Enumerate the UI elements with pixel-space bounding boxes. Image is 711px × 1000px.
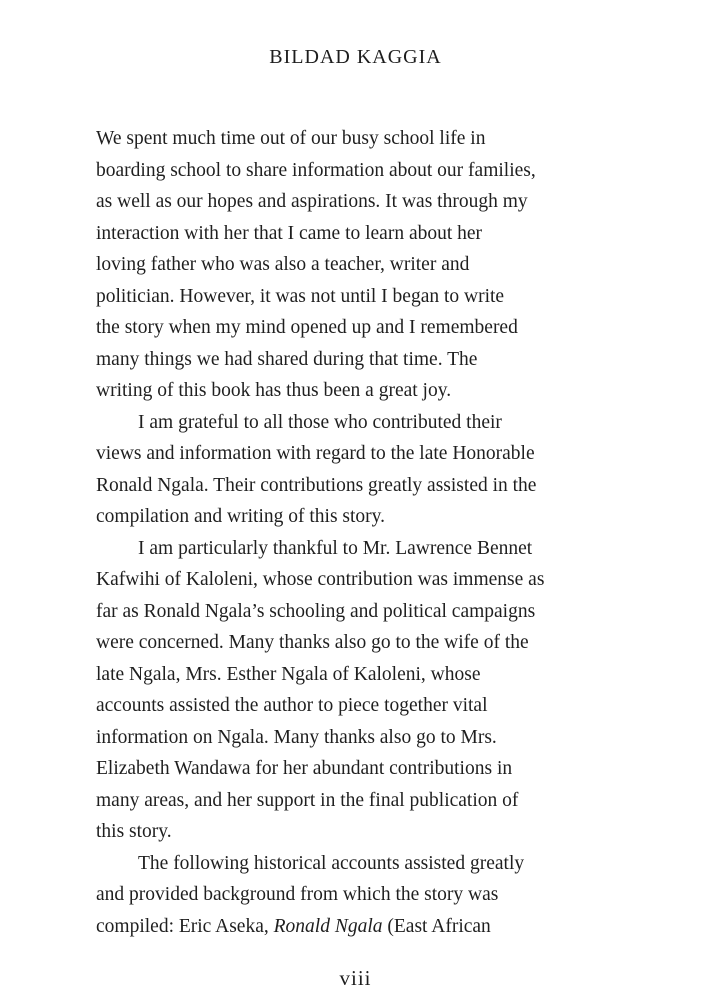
text-line: information on Ngala. Many thanks also go to Mrs. [96, 726, 497, 748]
running-head: BILDAD KAGGIA [269, 46, 442, 68]
page-number: viii [339, 966, 372, 990]
text-line: accounts assisted the author to piece together vital [96, 695, 488, 716]
text-line: We spent much time out of our busy school life in [96, 128, 486, 149]
text-line: this story. [96, 821, 172, 842]
paragraph-2 [96, 407, 616, 533]
text-line: views and information with regard to the late Honorable [96, 443, 535, 464]
text-line: many areas, and her support in the final publication of [96, 789, 519, 811]
text-line: and provided background from which the story was [96, 884, 499, 905]
text-line: Elizabeth Wandawa for her abundant contributions in [96, 758, 513, 779]
text-line: I am particularly thankful to Mr. Lawrence Bennet [138, 537, 533, 559]
text-line: far as Ronald Ngala’s schooling and political campaigns [96, 600, 536, 622]
text-line: Kafwihi of Kaloleni, whose contribution was immense as [96, 569, 545, 590]
text-line: I am grateful to all those who contributed their [138, 411, 502, 433]
text-line: were concerned. Many thanks also go to the wife of the [96, 632, 529, 653]
text-span: (East African [382, 915, 491, 937]
paragraph-4 [96, 848, 616, 943]
text-line: many things we had shared during that time. The [96, 348, 478, 370]
paragraph-1 [96, 123, 616, 407]
text-line: compilation and writing of this story. [96, 506, 386, 527]
text-line: loving father who was also a teacher, writer and [96, 254, 470, 275]
text-line: late Ngala, Mrs. Esther Ngala of Kaloleni, whose [96, 663, 481, 685]
text-line: as well as our hopes and aspirations. It was through my [96, 191, 528, 212]
paragraph-3 [96, 533, 616, 848]
text-line: Ronald Ngala. Their contributions greatly assisted in the [96, 474, 537, 496]
body-text [96, 123, 616, 942]
text-line: politician. However, it was not until I began to write [96, 285, 505, 307]
text-line: the story when my mind opened up and I remembered [96, 317, 518, 338]
book-title-italic: Ronald Ngala [273, 915, 383, 937]
text-line: The following historical accounts assisted greatly [138, 852, 525, 874]
text-line-with-citation [96, 911, 616, 943]
text-span: compiled: Eric Aseka, [96, 915, 274, 937]
text-line: boarding school to share information about our families, [96, 159, 536, 181]
text-line: writing of this book has thus been a great joy. [96, 380, 452, 401]
text-line: interaction with her that I came to learn about her [96, 222, 483, 244]
